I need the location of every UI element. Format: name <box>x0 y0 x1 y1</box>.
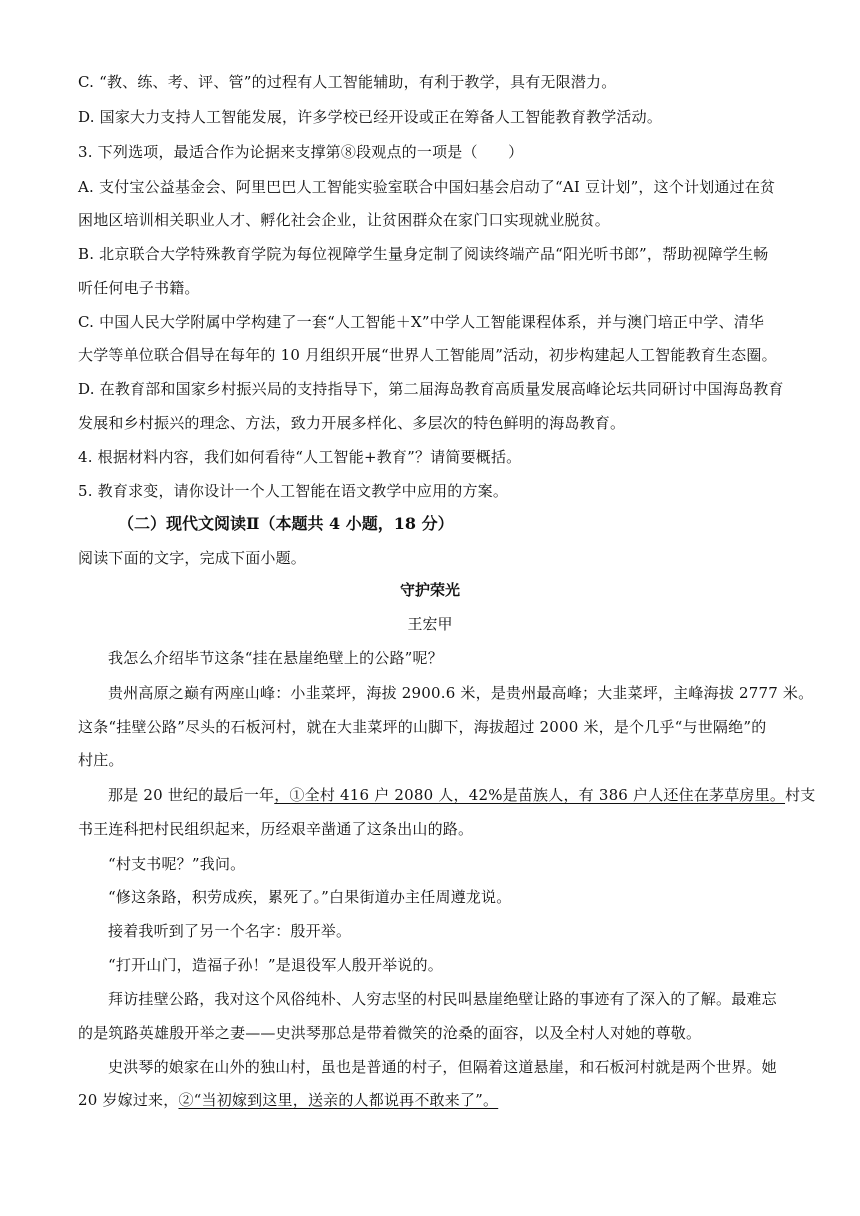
q3-option-b-line1: B. 北京联合大学特殊教育学院为每位视障学生量身定制了阅读终端产品“阳光听书郎”，帮助视障学生畅 <box>78 245 769 263</box>
q3-option-c-line2: 大学等单位联合倡导在每年的 10 月组织开展“世界人工智能周”活动，初步构建起人工智能教育生态圈。 <box>78 346 777 364</box>
q3-option-a-line2: 困地区培训相关职业人才、孵化社会企业，让贫困群众在家门口实现就业脱贫。 <box>78 211 611 229</box>
paragraph-9-line2 <box>78 1090 782 1110</box>
underlined-sentence-2: ②“当初嫁到这里，送亲的人都说再不敢来了”。 <box>178 1091 499 1109</box>
q3-option-d-line2: 发展和乡村振兴的理念、方法，致力开展多样化、多层次的特色鲜明的海岛教育。 <box>78 414 626 432</box>
paragraph-3-tail: 村支 <box>785 786 816 804</box>
reading-instruction: 阅读下面的文字，完成下面小题。 <box>78 549 307 567</box>
q3-option-b-line2: 听任何电子书籍。 <box>78 279 200 297</box>
q3-option-a-line1: A. 支付宝公益基金会、阿里巴巴人工智能实验室联合中国妇基会启动了“AI 豆计划”，这个计划通过在贫 <box>78 178 776 196</box>
q3-option-d-line1: D. 在教育部和国家乡村振兴局的支持指导下，第二届海岛教育高质量发展高峰论坛共同研讨中国海岛教育 <box>78 380 784 398</box>
option-d-text: D. 国家大力支持人工智能发展，许多学校已经开设或正在筹备人工智能教育教学活动。 <box>78 108 663 126</box>
paragraph-3-line1 <box>108 785 816 805</box>
paragraph-8-line1: 拜访挂壁公路，我对这个风俗纯朴、人穷志坚的村民叫悬崖绝壁让路的事迹有了深入的了解。最难忘 <box>108 990 777 1008</box>
paragraph-2-line3: 村庄。 <box>78 751 124 769</box>
section-heading: （二）现代文阅读Ⅱ（本题共 4 小题，18 分） <box>118 514 454 533</box>
paragraph-5: “修这条路，积劳成疾，累死了。”白果街道办主任周遵龙说。 <box>108 888 512 906</box>
article-author: 王宏甲 <box>407 615 453 633</box>
paragraph-8-line2: 的是筑路英雄殷开举之妻——史洪琴那总是带着微笑的沧桑的面容，以及全村人对她的尊敬。 <box>78 1024 702 1042</box>
paragraph-6: 接着我听到了另一个名字：殷开举。 <box>108 922 352 940</box>
paragraph-7: “打开山门，造福子孙！”是退役军人殷开举说的。 <box>108 956 443 974</box>
paragraph-2-line1: 贵州高原之巅有两座山峰：小韭菜坪，海拔 2900.6 米，是贵州最高峰；大韭菜坪，主峰海拔 2777 米。 <box>108 684 814 702</box>
q3-option-c-line1: C. 中国人民大学附属中学构建了一套“人工智能＋X”中学人工智能课程体系，并与澳门培正中学、清华 <box>78 313 765 331</box>
paragraph-9-lead: 20 岁嫁过来， <box>78 1091 179 1109</box>
article-title: 守护荣光 <box>399 581 460 599</box>
paragraph-4: “村支书呢？”我问。 <box>108 855 246 873</box>
paragraph-3-line2: 书王连科把村民组织起来，历经艰辛凿通了这条出山的路。 <box>78 820 474 838</box>
question-4: 4. 根据材料内容，我们如何看待“人工智能+教育”？请简要概括。 <box>78 448 522 466</box>
paragraph-3-lead: 那是 20 世纪的最后一年 <box>108 786 275 804</box>
question-3-stem: 3. 下列选项，最适合作为论据来支撑第⑧段观点的一项是（ ） <box>78 143 524 161</box>
underlined-sentence-1: ，①全村 416 户 2080 人，42%是苗族人，有 386 户人还住在茅草房里。 <box>274 786 786 804</box>
paragraph-1: 我怎么介绍毕节这条“挂在悬崖绝壁上的公路”呢？ <box>108 649 443 667</box>
question-5: 5. 教育求变，请你设计一个人工智能在语文教学中应用的方案。 <box>78 482 509 500</box>
option-c-text: C. “教、练、考、评、管”的过程有人工智能辅助，有利于教学，具有无限潜力。 <box>78 73 617 91</box>
paragraph-2-line2: 这条“挂壁公路”尽头的石板河村，就在大韭菜坪的山脚下，海拔超过 2000 米，是个几乎“与世隔绝”的 <box>78 718 767 736</box>
paragraph-9-line1: 史洪琴的娘家在山外的独山村，虽也是普通的村子，但隔着这道悬崖，和石板河村就是两个世界。她 <box>108 1058 777 1076</box>
